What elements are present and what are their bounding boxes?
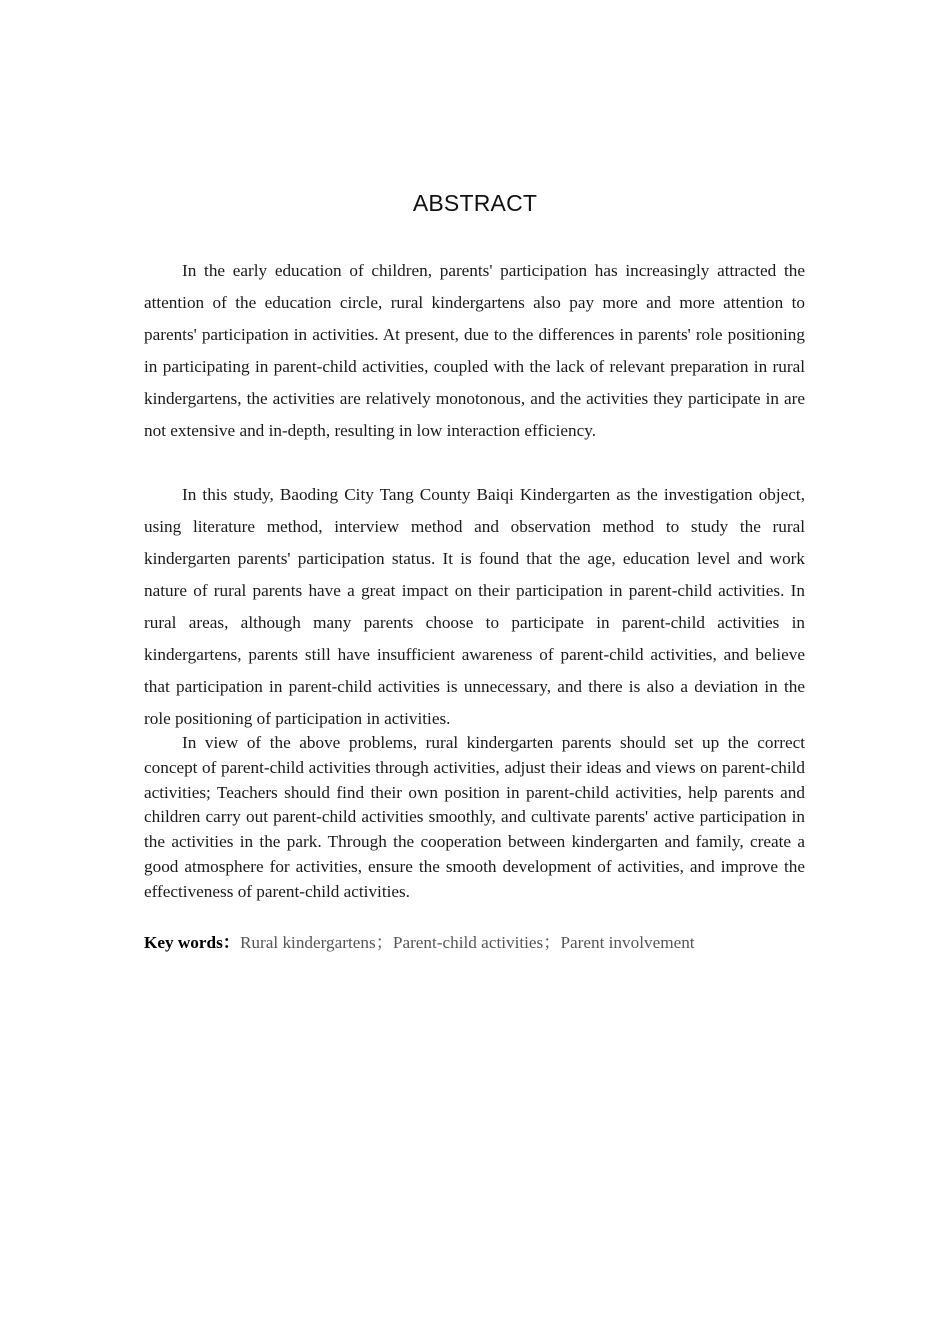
abstract-title: ABSTRACT — [412, 190, 538, 216]
paragraph-text: In this study, Baoding City Tang County Baiqi Kindergarten as the investigation object, using literature method, interview method and observation method to study the rural kindergarten parents' participation status. It is found that the age, education level and work nature of rural parents have a great impact on their participation in parent-child activities. In rural areas, although many parents choose to participate in parent-child activities in kindergartens, parents still have insufficient awareness of parent-child activities, and believe that participation in parent-child activities is unnecessary, and there is also a deviation in the role positioning of participation in activities. — [144, 485, 805, 728]
paragraph-text: In the early education of children, parents' participation has increasingly attracted the attention of the education circle, rural kindergartens also pay more and more attention to parents' participation in activities. At present, due to the differences in parents' role positioning in participating in parent-child activities, coupled with the lack of relevant preparation in rural kindergartens, the activities are relatively monotonous, and the activities they participate in are not extensive and in-depth, resulting in low interaction efficiency. — [144, 261, 805, 440]
keyword-separator: ； — [375, 933, 393, 952]
paragraph-text: In view of the above problems, rural kindergarten parents should set up the correct concept of parent-child activities through activities, adjust their ideas and views on parent-child activities; Teachers should find their own position in parent-child activities, help parents and children carry out parent-child activities smoothly, and cultivate parents' active participation in the activities in the park. Through the cooperation between kindergarten and family, create a good atmosphere for activities, ensure the smooth development of activities, and improve the effectiveness of parent-child activities. — [144, 733, 805, 901]
keyword-item: Parent-child activities — [392, 933, 544, 952]
keyword-item: Rural kindergartens — [239, 933, 376, 952]
keywords-line — [144, 931, 805, 955]
keyword-separator: ； — [543, 933, 561, 952]
abstract-paragraph-2 — [144, 479, 805, 735]
abstract-paragraph-1 — [144, 255, 805, 447]
keywords-label: Key words： — [144, 933, 240, 952]
keyword-item: Parent involvement — [560, 933, 695, 952]
abstract-paragraph-3 — [144, 731, 805, 905]
